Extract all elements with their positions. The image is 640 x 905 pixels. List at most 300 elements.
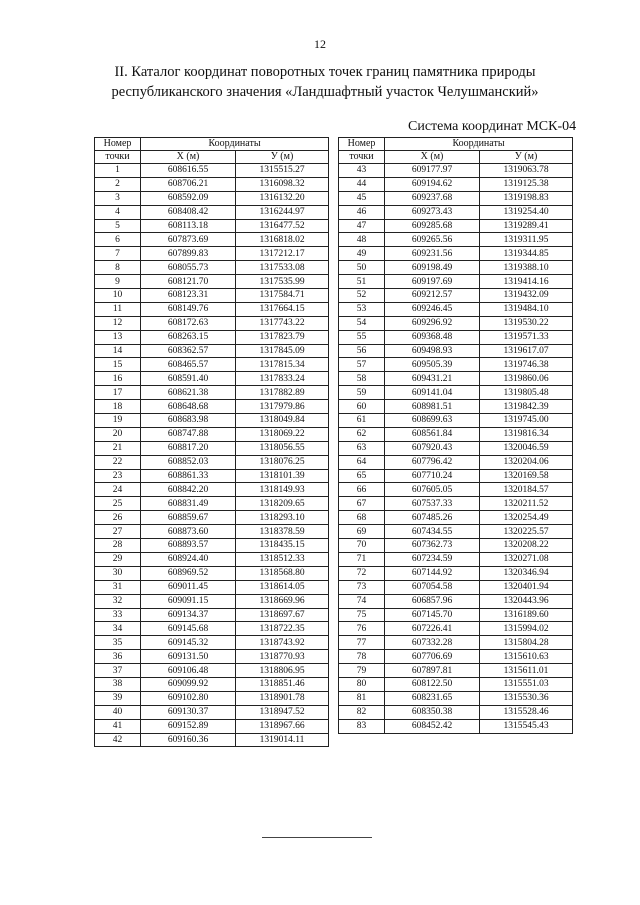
table-row — [339, 705, 573, 719]
table-row — [95, 205, 329, 219]
x-coordinate-cell: 608621.38 — [141, 386, 236, 400]
x-coordinate-cell: 607920.43 — [385, 441, 480, 455]
point-number-cell: 75 — [339, 608, 385, 622]
table-row — [95, 455, 329, 469]
x-coordinate-cell: 608452.42 — [385, 719, 480, 733]
table-row — [95, 483, 329, 497]
table-row — [339, 275, 573, 289]
table-row — [95, 233, 329, 247]
table-row — [339, 261, 573, 275]
y-coordinate-cell: 1315804.28 — [480, 636, 573, 650]
x-coordinate-cell: 609197.69 — [385, 275, 480, 289]
point-number-cell: 11 — [95, 302, 141, 316]
x-coordinate-cell: 608408.42 — [141, 205, 236, 219]
x-coordinate-cell: 609099.92 — [141, 677, 236, 691]
y-coordinate-cell: 1319198.83 — [480, 191, 573, 205]
x-coordinate-cell: 608683.98 — [141, 414, 236, 428]
point-number-cell: 59 — [339, 386, 385, 400]
y-coordinate-cell: 1318049.84 — [236, 414, 329, 428]
point-number-cell: 51 — [339, 275, 385, 289]
table-row — [95, 164, 329, 178]
x-coordinate-cell: 609368.48 — [385, 330, 480, 344]
y-coordinate-cell: 1318069.22 — [236, 427, 329, 441]
table-row — [339, 330, 573, 344]
y-coordinate-cell: 1320225.57 — [480, 525, 573, 539]
y-coordinate-cell: 1317212.17 — [236, 247, 329, 261]
y-coordinate-cell: 1317845.09 — [236, 344, 329, 358]
table-row — [339, 677, 573, 691]
y-coordinate-cell: 1319063.78 — [480, 164, 573, 178]
point-number-cell: 15 — [95, 358, 141, 372]
table-row — [95, 539, 329, 553]
y-coordinate-cell: 1318435.15 — [236, 539, 329, 553]
x-coordinate-cell: 608122.50 — [385, 677, 480, 691]
point-number-cell: 74 — [339, 594, 385, 608]
y-coordinate-cell: 1318743.92 — [236, 636, 329, 650]
x-coordinate-cell: 608561.84 — [385, 427, 480, 441]
y-coordinate-cell: 1315545.43 — [480, 719, 573, 733]
x-coordinate-cell: 608465.57 — [141, 358, 236, 372]
x-coordinate-cell: 609285.68 — [385, 219, 480, 233]
y-coordinate-cell: 1320346.94 — [480, 566, 573, 580]
table-row — [339, 580, 573, 594]
table-row — [339, 344, 573, 358]
y-coordinate-cell: 1317533.08 — [236, 261, 329, 275]
y-coordinate-cell: 1319746.38 — [480, 358, 573, 372]
point-number-cell: 10 — [95, 289, 141, 303]
y-coordinate-cell: 1316189.60 — [480, 608, 573, 622]
x-coordinate-cell: 608121.70 — [141, 275, 236, 289]
table-row — [339, 469, 573, 483]
page-number: 12 — [314, 37, 326, 51]
x-coordinate-cell: 609296.92 — [385, 316, 480, 330]
x-coordinate-cell: 608113.18 — [141, 219, 236, 233]
x-coordinate-cell: 608699.63 — [385, 414, 480, 428]
point-number-cell: 47 — [339, 219, 385, 233]
point-number-cell: 14 — [95, 344, 141, 358]
x-coordinate-cell: 608648.68 — [141, 400, 236, 414]
point-number-cell: 53 — [339, 302, 385, 316]
y-coordinate-cell: 1318770.93 — [236, 650, 329, 664]
table-body-right — [339, 164, 573, 734]
point-number-cell: 44 — [339, 177, 385, 191]
y-coordinate-cell: 1315530.36 — [480, 691, 573, 705]
y-coordinate-cell: 1316132.20 — [236, 191, 329, 205]
point-number-cell: 22 — [95, 455, 141, 469]
y-coordinate-cell: 1319344.85 — [480, 247, 573, 261]
x-coordinate-cell: 608861.33 — [141, 469, 236, 483]
y-coordinate-cell: 1319388.10 — [480, 261, 573, 275]
y-coordinate-cell: 1318512.33 — [236, 552, 329, 566]
point-number-cell: 6 — [95, 233, 141, 247]
x-coordinate-cell: 607434.55 — [385, 525, 480, 539]
point-number-cell: 2 — [95, 177, 141, 191]
point-number-cell: 23 — [95, 469, 141, 483]
point-number-cell: 77 — [339, 636, 385, 650]
x-coordinate-cell: 609505.39 — [385, 358, 480, 372]
point-number-cell: 79 — [339, 664, 385, 678]
y-coordinate-cell: 1320443.96 — [480, 594, 573, 608]
y-coordinate-cell: 1319745.00 — [480, 414, 573, 428]
title-line-1: II. Каталог координат поворотных точек границ памятника природы — [114, 64, 536, 80]
point-number-cell: 29 — [95, 552, 141, 566]
table-row — [339, 664, 573, 678]
header-y: У (м) — [236, 151, 329, 164]
point-number-cell: 38 — [95, 677, 141, 691]
x-coordinate-cell: 607234.59 — [385, 552, 480, 566]
x-coordinate-cell: 609212.57 — [385, 289, 480, 303]
y-coordinate-cell: 1316244.97 — [236, 205, 329, 219]
point-number-cell: 37 — [95, 664, 141, 678]
table-body-left — [95, 164, 329, 747]
table-row — [339, 636, 573, 650]
table-row — [95, 441, 329, 455]
point-number-cell: 63 — [339, 441, 385, 455]
x-coordinate-cell: 609152.89 — [141, 719, 236, 733]
x-coordinate-cell: 609265.56 — [385, 233, 480, 247]
table-row — [339, 414, 573, 428]
table-row — [95, 650, 329, 664]
point-number-cell: 82 — [339, 705, 385, 719]
point-number-cell: 32 — [95, 594, 141, 608]
point-number-cell: 56 — [339, 344, 385, 358]
point-number-cell: 17 — [95, 386, 141, 400]
y-coordinate-cell: 1318149.93 — [236, 483, 329, 497]
table-row — [95, 427, 329, 441]
point-number-cell: 48 — [339, 233, 385, 247]
x-coordinate-cell: 609246.45 — [385, 302, 480, 316]
table-row — [339, 691, 573, 705]
table-row — [95, 497, 329, 511]
point-number-cell: 61 — [339, 414, 385, 428]
point-number-cell: 46 — [339, 205, 385, 219]
x-coordinate-cell: 608831.49 — [141, 497, 236, 511]
x-coordinate-cell: 607897.81 — [385, 664, 480, 678]
footer-divider — [262, 837, 372, 838]
table-row — [95, 608, 329, 622]
x-coordinate-cell: 607145.70 — [385, 608, 480, 622]
x-coordinate-cell: 609273.43 — [385, 205, 480, 219]
point-number-cell: 12 — [95, 316, 141, 330]
table-row — [339, 552, 573, 566]
header-number-top: Номер — [95, 138, 141, 151]
table-row — [95, 302, 329, 316]
x-coordinate-cell: 609498.93 — [385, 344, 480, 358]
y-coordinate-cell: 1315551.03 — [480, 677, 573, 691]
y-coordinate-cell: 1319414.16 — [480, 275, 573, 289]
x-coordinate-cell: 607605.05 — [385, 483, 480, 497]
table-row — [339, 372, 573, 386]
y-coordinate-cell: 1315610.63 — [480, 650, 573, 664]
title-line-2: республиканского значения «Ландшафтный участок Челушманский» — [111, 84, 539, 100]
y-coordinate-cell: 1317833.24 — [236, 372, 329, 386]
table-row — [95, 219, 329, 233]
table-row — [95, 525, 329, 539]
point-number-cell: 27 — [95, 525, 141, 539]
y-coordinate-cell: 1317535.99 — [236, 275, 329, 289]
table-row — [339, 650, 573, 664]
coordinates-table-right — [338, 137, 573, 734]
y-coordinate-cell: 1315994.02 — [480, 622, 573, 636]
x-coordinate-cell: 608893.57 — [141, 539, 236, 553]
y-coordinate-cell: 1317823.79 — [236, 330, 329, 344]
table-row — [95, 191, 329, 205]
point-number-cell: 5 — [95, 219, 141, 233]
x-coordinate-cell: 608817.20 — [141, 441, 236, 455]
table-row — [339, 566, 573, 580]
point-number-cell: 80 — [339, 677, 385, 691]
table-row — [339, 219, 573, 233]
y-coordinate-cell: 1318947.52 — [236, 705, 329, 719]
y-coordinate-cell: 1319014.11 — [236, 733, 329, 747]
x-coordinate-cell: 609134.37 — [141, 608, 236, 622]
point-number-cell: 73 — [339, 580, 385, 594]
y-coordinate-cell: 1319530.22 — [480, 316, 573, 330]
point-number-cell: 24 — [95, 483, 141, 497]
x-coordinate-cell: 609102.80 — [141, 691, 236, 705]
y-coordinate-cell: 1315515.27 — [236, 164, 329, 178]
y-coordinate-cell: 1315611.01 — [480, 664, 573, 678]
header-coordinates: Координаты — [385, 138, 573, 151]
point-number-cell: 50 — [339, 261, 385, 275]
x-coordinate-cell: 609106.48 — [141, 664, 236, 678]
point-number-cell: 49 — [339, 247, 385, 261]
x-coordinate-cell: 607144.92 — [385, 566, 480, 580]
table-row — [339, 164, 573, 178]
table-row — [95, 330, 329, 344]
y-coordinate-cell: 1319289.41 — [480, 219, 573, 233]
y-coordinate-cell: 1319805.48 — [480, 386, 573, 400]
table-row — [95, 358, 329, 372]
point-number-cell: 64 — [339, 455, 385, 469]
table-row — [339, 302, 573, 316]
y-coordinate-cell: 1320271.08 — [480, 552, 573, 566]
table-row — [95, 247, 329, 261]
y-coordinate-cell: 1318209.65 — [236, 497, 329, 511]
x-coordinate-cell: 608592.09 — [141, 191, 236, 205]
point-number-cell: 28 — [95, 539, 141, 553]
x-coordinate-cell: 608123.31 — [141, 289, 236, 303]
x-coordinate-cell: 607226.41 — [385, 622, 480, 636]
header-number-bottom: точки — [339, 151, 385, 164]
y-coordinate-cell: 1318293.10 — [236, 511, 329, 525]
x-coordinate-cell: 609141.04 — [385, 386, 480, 400]
y-coordinate-cell: 1318568.80 — [236, 566, 329, 580]
x-coordinate-cell: 608149.76 — [141, 302, 236, 316]
x-coordinate-cell: 609160.36 — [141, 733, 236, 747]
table-row — [95, 719, 329, 733]
x-coordinate-cell: 606857.96 — [385, 594, 480, 608]
table-row — [95, 344, 329, 358]
x-coordinate-cell: 608172.63 — [141, 316, 236, 330]
point-number-cell: 41 — [95, 719, 141, 733]
x-coordinate-cell: 608981.51 — [385, 400, 480, 414]
x-coordinate-cell: 609130.37 — [141, 705, 236, 719]
y-coordinate-cell: 1319254.40 — [480, 205, 573, 219]
x-coordinate-cell: 608969.52 — [141, 566, 236, 580]
table-row — [339, 386, 573, 400]
x-coordinate-cell: 609198.49 — [385, 261, 480, 275]
point-number-cell: 3 — [95, 191, 141, 205]
table-row — [339, 358, 573, 372]
table-row — [339, 719, 573, 733]
y-coordinate-cell: 1319571.33 — [480, 330, 573, 344]
x-coordinate-cell: 608747.88 — [141, 427, 236, 441]
table-row — [95, 414, 329, 428]
y-coordinate-cell: 1317815.34 — [236, 358, 329, 372]
x-coordinate-cell: 607873.69 — [141, 233, 236, 247]
point-number-cell: 8 — [95, 261, 141, 275]
point-number-cell: 68 — [339, 511, 385, 525]
table-row — [95, 636, 329, 650]
table-row — [339, 177, 573, 191]
point-number-cell: 55 — [339, 330, 385, 344]
table-row — [339, 441, 573, 455]
point-number-cell: 7 — [95, 247, 141, 261]
header-number-bottom: точки — [95, 151, 141, 164]
point-number-cell: 1 — [95, 164, 141, 178]
x-coordinate-cell: 608859.67 — [141, 511, 236, 525]
point-number-cell: 52 — [339, 289, 385, 303]
point-number-cell: 60 — [339, 400, 385, 414]
table-row — [95, 677, 329, 691]
header-x: Х (м) — [141, 151, 236, 164]
x-coordinate-cell: 608706.21 — [141, 177, 236, 191]
x-coordinate-cell: 609131.50 — [141, 650, 236, 664]
header-number-top: Номер — [339, 138, 385, 151]
table-row — [95, 622, 329, 636]
point-number-cell: 76 — [339, 622, 385, 636]
table-row — [95, 400, 329, 414]
table-row — [95, 386, 329, 400]
y-coordinate-cell: 1319311.95 — [480, 233, 573, 247]
table-row — [95, 705, 329, 719]
y-coordinate-cell: 1318076.25 — [236, 455, 329, 469]
table-row — [339, 622, 573, 636]
x-coordinate-cell: 607362.73 — [385, 539, 480, 553]
y-coordinate-cell: 1319816.34 — [480, 427, 573, 441]
y-coordinate-cell: 1317584.71 — [236, 289, 329, 303]
x-coordinate-cell: 607796.42 — [385, 455, 480, 469]
point-number-cell: 16 — [95, 372, 141, 386]
point-number-cell: 21 — [95, 441, 141, 455]
point-number-cell: 66 — [339, 483, 385, 497]
table-row — [339, 497, 573, 511]
point-number-cell: 13 — [95, 330, 141, 344]
y-coordinate-cell: 1318901.78 — [236, 691, 329, 705]
y-coordinate-cell: 1318614.05 — [236, 580, 329, 594]
x-coordinate-cell: 608873.60 — [141, 525, 236, 539]
table-row — [339, 400, 573, 414]
table-row — [339, 191, 573, 205]
table-row — [339, 205, 573, 219]
x-coordinate-cell: 609145.68 — [141, 622, 236, 636]
y-coordinate-cell: 1316818.02 — [236, 233, 329, 247]
y-coordinate-cell: 1320401.94 — [480, 580, 573, 594]
x-coordinate-cell: 609231.56 — [385, 247, 480, 261]
table-row — [95, 469, 329, 483]
y-coordinate-cell: 1320046.59 — [480, 441, 573, 455]
point-number-cell: 83 — [339, 719, 385, 733]
point-number-cell: 18 — [95, 400, 141, 414]
point-number-cell: 19 — [95, 414, 141, 428]
point-number-cell: 78 — [339, 650, 385, 664]
x-coordinate-cell: 608055.73 — [141, 261, 236, 275]
point-number-cell: 43 — [339, 164, 385, 178]
x-coordinate-cell: 609177.97 — [385, 164, 480, 178]
y-coordinate-cell: 1318806.95 — [236, 664, 329, 678]
y-coordinate-cell: 1316477.52 — [236, 219, 329, 233]
point-number-cell: 81 — [339, 691, 385, 705]
table-row — [339, 427, 573, 441]
y-coordinate-cell: 1317743.22 — [236, 316, 329, 330]
x-coordinate-cell: 608591.40 — [141, 372, 236, 386]
point-number-cell: 72 — [339, 566, 385, 580]
coordinates-table-left — [94, 137, 329, 747]
x-coordinate-cell: 609091.15 — [141, 594, 236, 608]
x-coordinate-cell: 607054.58 — [385, 580, 480, 594]
table-row — [339, 511, 573, 525]
x-coordinate-cell: 609237.68 — [385, 191, 480, 205]
table-row — [95, 566, 329, 580]
x-coordinate-cell: 607899.83 — [141, 247, 236, 261]
header-x: Х (м) — [385, 151, 480, 164]
point-number-cell: 69 — [339, 525, 385, 539]
y-coordinate-cell: 1320208.22 — [480, 539, 573, 553]
point-number-cell: 35 — [95, 636, 141, 650]
point-number-cell: 20 — [95, 427, 141, 441]
y-coordinate-cell: 1319842.39 — [480, 400, 573, 414]
table-row — [95, 691, 329, 705]
y-coordinate-cell: 1317664.15 — [236, 302, 329, 316]
y-coordinate-cell: 1319432.09 — [480, 289, 573, 303]
y-coordinate-cell: 1317882.89 — [236, 386, 329, 400]
table-row — [95, 580, 329, 594]
y-coordinate-cell: 1319860.06 — [480, 372, 573, 386]
coordinate-system-label: Система координат МСК-04 — [408, 119, 577, 134]
point-number-cell: 30 — [95, 566, 141, 580]
point-number-cell: 65 — [339, 469, 385, 483]
y-coordinate-cell: 1319125.38 — [480, 177, 573, 191]
point-number-cell: 62 — [339, 427, 385, 441]
y-coordinate-cell: 1320184.57 — [480, 483, 573, 497]
x-coordinate-cell: 608362.57 — [141, 344, 236, 358]
table-row — [95, 733, 329, 747]
point-number-cell: 36 — [95, 650, 141, 664]
point-number-cell: 31 — [95, 580, 141, 594]
x-coordinate-cell: 608852.03 — [141, 455, 236, 469]
y-coordinate-cell: 1317979.86 — [236, 400, 329, 414]
point-number-cell: 54 — [339, 316, 385, 330]
table-row — [95, 177, 329, 191]
y-coordinate-cell: 1319617.07 — [480, 344, 573, 358]
point-number-cell: 70 — [339, 539, 385, 553]
y-coordinate-cell: 1318967.66 — [236, 719, 329, 733]
point-number-cell: 67 — [339, 497, 385, 511]
y-coordinate-cell: 1318669.96 — [236, 594, 329, 608]
point-number-cell: 26 — [95, 511, 141, 525]
table-row — [339, 525, 573, 539]
table-row — [95, 664, 329, 678]
table-row — [339, 289, 573, 303]
table-row — [95, 261, 329, 275]
point-number-cell: 4 — [95, 205, 141, 219]
table-row — [339, 594, 573, 608]
y-coordinate-cell: 1318378.59 — [236, 525, 329, 539]
header-coordinates: Координаты — [141, 138, 329, 151]
point-number-cell: 9 — [95, 275, 141, 289]
x-coordinate-cell: 607710.24 — [385, 469, 480, 483]
